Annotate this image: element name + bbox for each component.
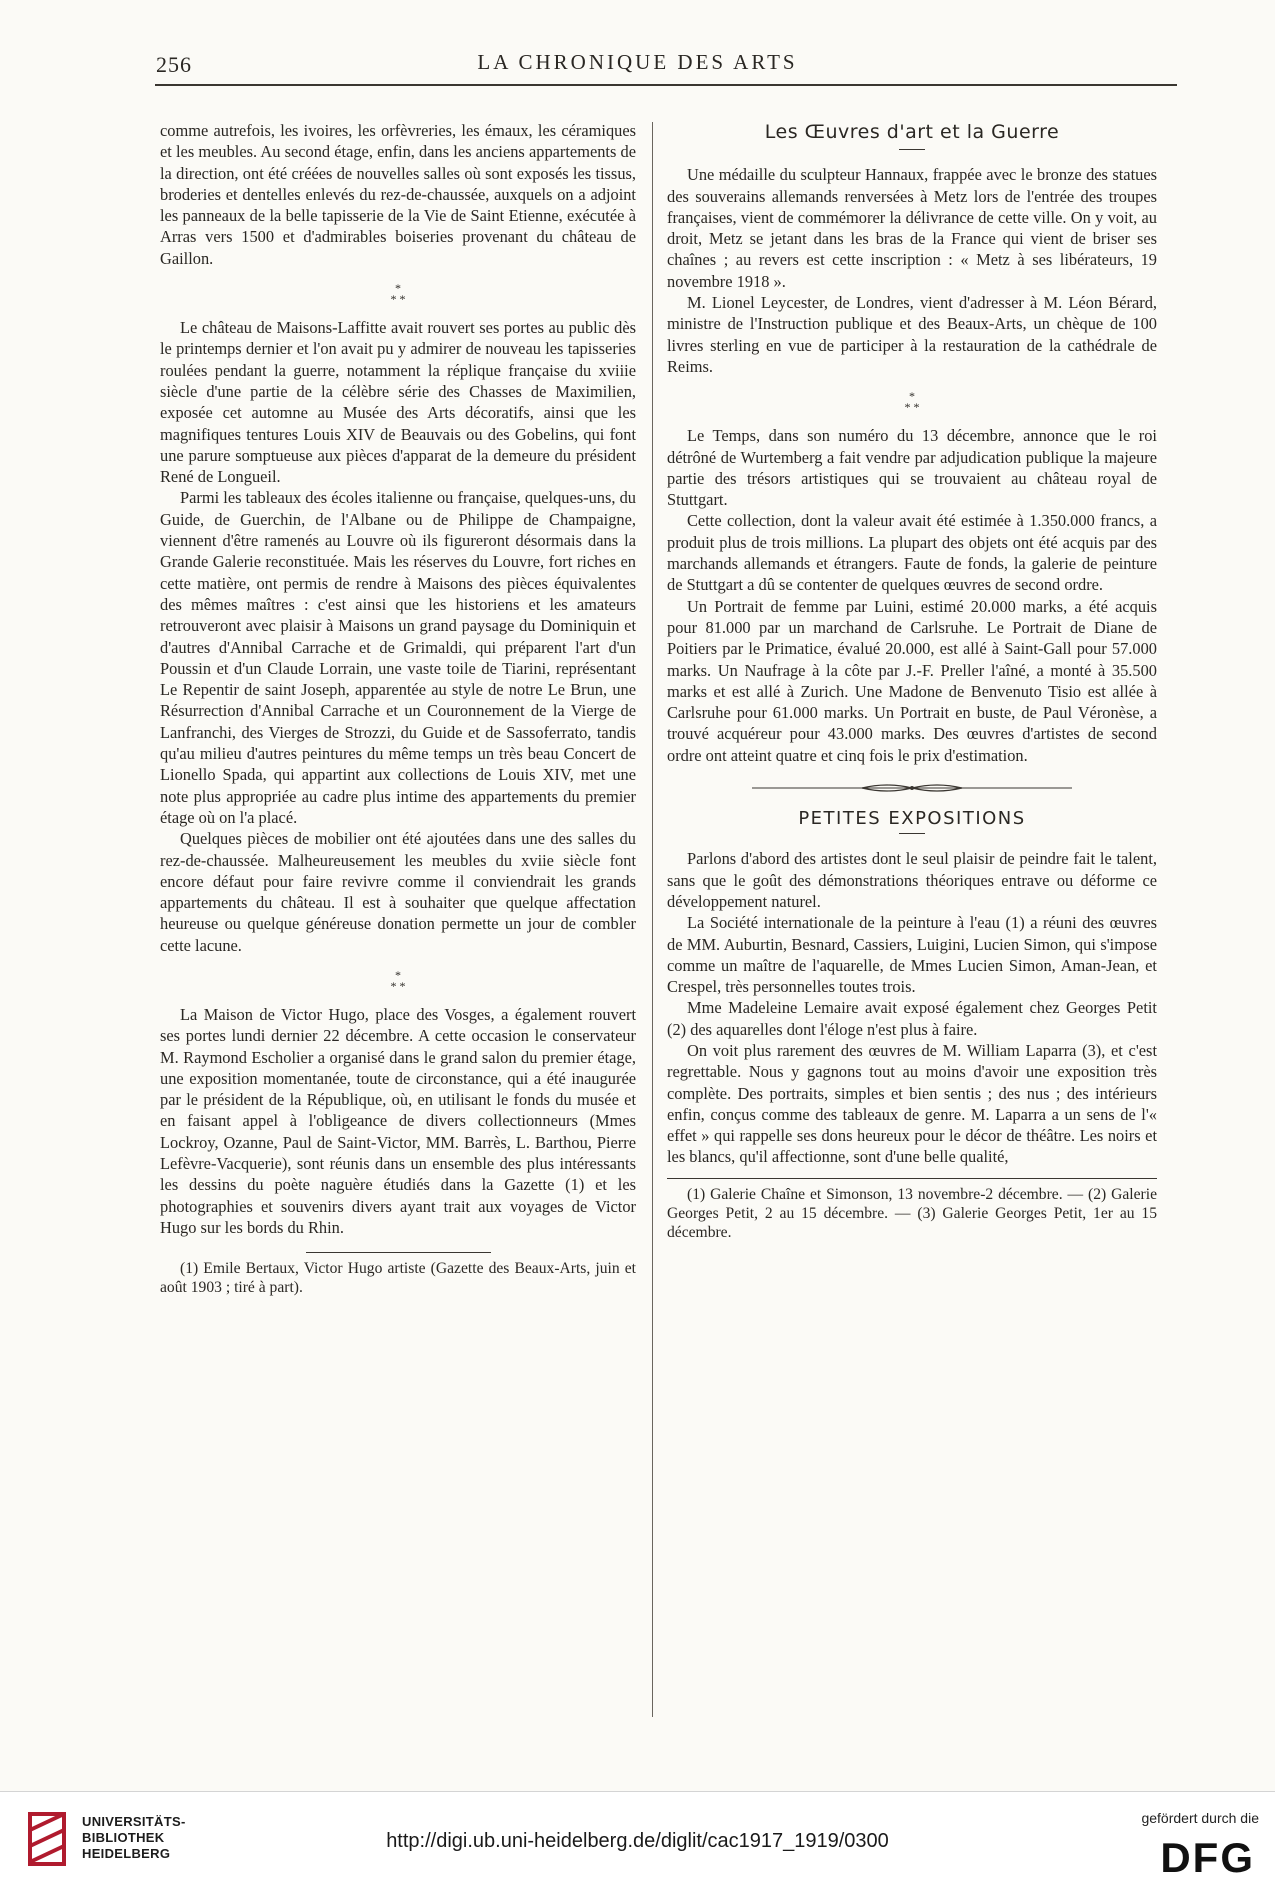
header-rule — [155, 84, 1177, 86]
right-footnotes: (1) Galerie Chaîne et Simonson, 13 novembre-2 décembre. — (2) Galerie Georges Petit, 2 au 15 décembre. — (3) Galerie Georges Petit, 1er au 15 décembre. — [667, 1185, 1157, 1241]
right-paragraph: On voit plus rarement des œuvres de M. William Laparra (3), et c'est regrettable. Nous y gagnons tout au moins d'avoir une exposition très complète. Des portraits, simples et bien sentis ; des nus ; des intérieurs enfin, conçus comme des tableaux de genre. M. Laparra a un sens de l'« effet » qui rappelle ses dons heureux pour le décor de théâtre. Les noirs et les blancs, qu'il affectionne, sont d'une belle qualité, — [667, 1040, 1157, 1167]
left-footnote: (1) Emile Bertaux, Victor Hugo artiste (Gazette des Beaux-Arts, juin et août 1903 ; tiré à part). — [160, 1260, 636, 1297]
title-dash — [899, 833, 925, 834]
title-dash — [899, 149, 925, 150]
footnote-rule — [667, 1178, 1157, 1179]
left-paragraph: Parmi les tableaux des écoles italienne ou française, quelques-uns, du Guide, de Guerchin, de l'Albane ou de Philippe de Champaigne, viennent d'être ramenés au Louvre où ils figureront désormais dans la Grande Galerie reconstituée. Mais les réserves du Louvre, fort riches en cette matière, ont permis de rendre à Maisons des pièces équivalentes des mêmes maîtres : c'est ainsi que les historiens et les amateurs retrouveront avec plaisir à Maisons un grand paysage du Dominiquin et d'autres d'Annibal Carrache et de Grimaldi, qui préparent l'art d'un Poussin et d'un Claude Lorrain, une vaste toile de Tiarini, représentant Le Repentir de saint Joseph, apparentée au style de notre Le Brun, une Résurrection d'Annibal Carrache et un Couronnement de la Vierge de Lanfranchi, des Vierges de Strozzi, du Guide et de Sassoferrato, tandis qu'au milieu d'autres peintures du même temps un très beau Concert de Lionello Spada, qui appartint aux collections de Louis XIV, met une note plus appropriée au cadre plus intime des appartements du premier étage où on l'a placé. — [160, 488, 636, 827]
left-column — [160, 120, 636, 1297]
right-paragraph: M. Lionel Leycester, de Londres, vient d'adresser à M. Léon Bérard, ministre de l'Instruction publique et des Beaux-Arts, un chèque de 100 livres sterling en vue de participer à la restauration de la cathédrale de Reims. — [667, 293, 1157, 376]
column-divider — [652, 122, 653, 1717]
dfg-logo: DFG — [1160, 1834, 1255, 1881]
right-paragraph: Un Portrait de femme par Luini, estimé 20.000 marks, a été acquis pour 81.000 par un marchand de Carlsruhe. Le Portrait de Diane de Poitiers par le Primatice, évalué 20.000, est allé à Saint-Gall pour 57.000 marks. Un Naufrage à la côte par J.-F. Preller l'aîné, a monté à 35.500 marks et est allé à Zurich. Une Madone de Benvenuto Tisio est allée à Carlsruhe pour 61.000 marks. Un Portrait en buste, de Paul Véronèse, a trouvé acquéreur pour 43.000 marks. Des œuvres d'artistes de second ordre ont atteint quatre et cinq fois le prix d'estimation. — [667, 596, 1157, 765]
left-paragraph: La Maison de Victor Hugo, place des Vosges, a également rouvert ses portes lundi dernier 22 décembre. A cette occasion le conservateur M. Raymond Escholier a organisé dans le grand salon du premier étage, une exposition momentanée, toute de circonstance, qui a été inaugurée par le président de la République, où, en utilisant le fonds du musée et en faisant appel à l'obligeance de divers collectionneurs (Mmes Lockroy, Ozanne, Paul de Saint-Victor, MM. Barrès, L. Barthou, Pierre Lefèvre-Vacquerie), sont réunis dans un ensemble des plus intéressants les dessins du poète naguère étudiés dans la Gazette (1) et les photographies et souvenirs divers ayant trait aux voyages de Victor Hugo sur les bords du Rhin. — [160, 1004, 636, 1237]
right-paragraph: Mme Madeleine Lemaire avait exposé également chez Georges Petit (2) des aquarelles dont l'éloge n'est plus à faire. — [667, 998, 1157, 1039]
section-title-exhibitions: PETITES EXPOSITIONS — [798, 808, 1026, 830]
library-name: UNIVERSITÄTS- BIBLIOTHEK HEIDELBERG — [82, 1814, 186, 1861]
right-paragraph: Une médaille du sculpteur Hannaux, frappée avec le bronze des statues des souverains allemands renversées à Metz lors de l'entrée des troupes françaises, vient de commémorer la délivrance de cette ville. On y voit, au droit, Metz se jetant dans les bras de la France qui vient de briser ses chaînes ; au revers est cette inscription : « Metz à ses libérateurs, 19 novembre 1918 ». — [667, 165, 1157, 291]
right-paragraph: Cette collection, dont la valeur avait été estimée à 1.350.000 francs, a produit plus de trois millions. La plupart des objets ont été acquis par des marchands allemands et étrangers. Faute de fonds, la galerie de peinture de Stuttgart a dû se contenter de quelques œuvres de second ordre. — [667, 511, 1157, 595]
page-number: 256 — [156, 52, 192, 77]
ornament-divider — [752, 782, 1072, 794]
left-paragraph: Quelques pièces de mobilier ont été ajoutées dans une des salles du rez-de-chaussée. Malheureusement les meubles du xviie siècle font encore défaut pour faire revivre comme il conviendrait les grands appartements du château. Il est à souhaiter que quelque affectation heureuse ou quelque généreuse donation permette un jour de combler cette lacune. — [160, 829, 636, 955]
left-paragraph: comme autrefois, les ivoires, les orfèvreries, les émaux, les céramiques et les meubles. Au second étage, enfin, dans les anciens appartements de la direction, ont été créées de nouvelles salles où sont exposés les tissus, broderies et dentelles enlevés du rez-de-chaussée, auxquels on a adjoint les panneaux de la belle tapisserie de la Vie de Saint Etienne, exécutée à Arras vers 1500 et d'admirables boiseries provenant du château de Gaillon. — [160, 121, 636, 268]
right-paragraph: La Société internationale de la peinture à l'eau (1) a réuni des œuvres de MM. Auburtin, Besnard, Cassiers, Luigini, Lucien Simon, qui s'impose comme un maître de l'aquarelle, de Mmes Lucien Simon, Aman-Jean, et Crespel, très personnelles toutes trois. — [667, 913, 1157, 997]
permalink-url[interactable]: http://digi.ub.uni-heidelberg.de/diglit/cac1917_1919/0300 — [386, 1830, 889, 1852]
left-paragraph: Le château de Maisons-Laffitte avait rouvert ses portes au public dès le printemps dernier et l'on avait pu y admirer de nouveau les tapisseries roulées pendant la guerre, notamment la réplique française du xviiie siècle d'une partie de la célèbre série des Chasses de Maximilien, exposée cet automne au Musée des Arts décoratifs, ainsi que les magnifiques tentures Louis XIV de Beauvais ou des Gobelins, qui font une parure somptueuse aux pièces d'apparat de la demeure du président René de Longueil. — [160, 318, 636, 487]
footnote-rule — [306, 1252, 491, 1253]
running-title: LA CHRONIQUE DES ARTS — [477, 50, 798, 74]
digitization-footer — [0, 1791, 1275, 1892]
star-separator: * * * — [390, 281, 406, 307]
right-paragraph: Le Temps, dans son numéro du 13 décembre, annonce que le roi détrôné de Wurtemberg a fait vendre par adjudication publique la majeure partie des trésors artistiques qui se trouvaient au château royal de Stuttgart. — [667, 426, 1157, 510]
right-column — [667, 120, 1157, 1242]
star-separator: * * * — [904, 389, 920, 415]
right-paragraph: Parlons d'abord des artistes dont le seul plaisir de peindre fait le talent, sans que le goût des démonstrations théoriques entrave ou déforme ce développement naturel. — [667, 849, 1157, 911]
star-separator: * * * — [390, 967, 406, 993]
funding-text: gefördert durch die — [1141, 1810, 1259, 1826]
section-title-war: Les Œuvres d'art et la Guerre — [764, 121, 1060, 143]
